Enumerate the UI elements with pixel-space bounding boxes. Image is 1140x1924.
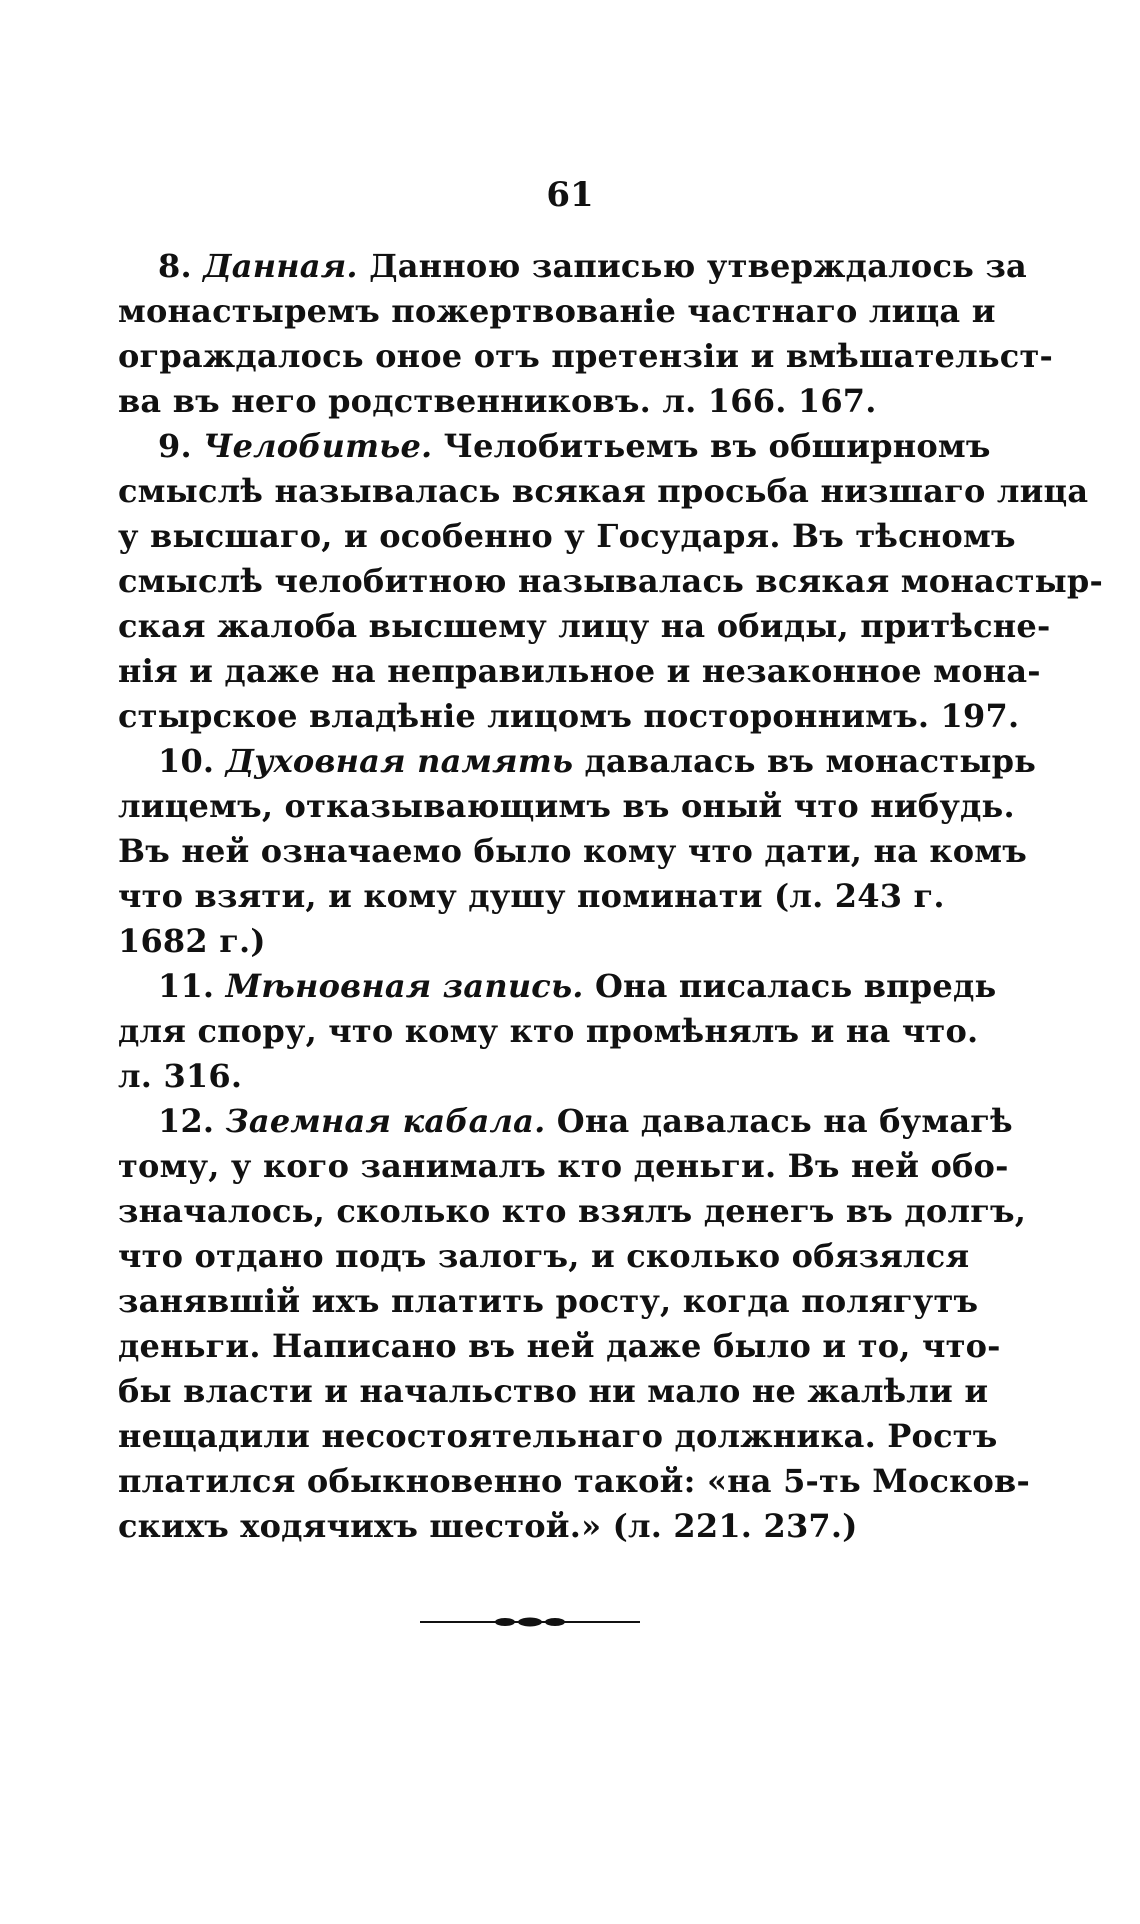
- text-segment: нія и даже на неправильное и незаконное мона-: [118, 652, 1041, 690]
- document-type-term: Духовная память: [225, 742, 574, 780]
- body-text: [118, 244, 1103, 1549]
- text-segment: смыслѣ челобитною называлась всякая монастыр-: [118, 562, 1103, 600]
- text-line: [118, 1369, 989, 1414]
- paragraph: [118, 739, 1037, 964]
- text-segment: лицемъ, отказывающимъ въ оный что нибудь.: [118, 787, 1015, 825]
- text-line: [118, 829, 1027, 874]
- text-line: [118, 289, 996, 334]
- document-type-term: Данная.: [203, 247, 358, 285]
- text-segment: скихъ ходячихъ шестой.» (л. 221. 237.): [118, 1507, 858, 1545]
- text-line: [118, 964, 997, 1009]
- document-type-term: Заемная кабала.: [225, 1102, 546, 1140]
- text-line: [118, 784, 1015, 829]
- text-line: [118, 874, 945, 919]
- text-segment: 1682 г.): [118, 922, 266, 960]
- document-type-term: Мѣновная запись.: [225, 967, 584, 1005]
- text-segment: ограждалось оное отъ претензіи и вмѣшательст-: [118, 337, 1053, 375]
- text-segment: деньги. Написано въ ней даже было и то, что-: [118, 1327, 1001, 1365]
- item-number: 12.: [158, 1102, 226, 1140]
- text-segment: стырское владѣніе лицомъ постороннимъ. 197.: [118, 697, 1020, 735]
- item-number: 9.: [158, 427, 204, 465]
- text-line: [118, 379, 928, 424]
- text-segment: занявшій ихъ платить росту, когда полягутъ: [118, 1282, 979, 1320]
- text-line: [118, 739, 1037, 784]
- text-segment: монастыремъ пожертвованіе частнаго лица и: [118, 292, 996, 330]
- paragraph: [118, 1099, 1030, 1549]
- text-line: [118, 1279, 979, 1324]
- text-line: [118, 244, 1027, 289]
- text-segment: значалось, сколько кто взялъ денегъ въ долгъ,: [118, 1192, 1027, 1230]
- paragraph: [118, 424, 1103, 739]
- text-segment: Въ ней означаемо было кому что дати, на комъ: [118, 832, 1027, 870]
- text-line: [118, 1459, 1030, 1504]
- text-segment: Челобитьемъ въ обширномъ: [432, 427, 991, 465]
- text-segment: тому, у кого занималъ кто деньги. Въ ней обо-: [118, 1147, 1009, 1185]
- item-number: 10.: [158, 742, 226, 780]
- text-segment: Она писалась впредь: [583, 967, 997, 1005]
- item-number: 11.: [158, 967, 226, 1005]
- document-type-term: Челобитье.: [203, 427, 433, 465]
- text-segment: для спору, что кому кто промѣнялъ и на что.: [118, 1012, 979, 1050]
- text-line: [118, 1324, 1001, 1369]
- text-line: [118, 334, 1053, 379]
- paragraph: [118, 964, 997, 1099]
- text-line: [118, 1009, 979, 1054]
- text-segment: л. 316.: [118, 1057, 243, 1095]
- text-line: [118, 649, 1041, 694]
- text-line: [118, 424, 991, 469]
- text-segment: давалась въ монастырь: [573, 742, 1037, 780]
- text-line: [118, 514, 1016, 559]
- text-line: [118, 1189, 1027, 1234]
- paragraph: [118, 244, 1053, 424]
- text-line: [118, 604, 1051, 649]
- text-line: [118, 559, 1103, 604]
- text-segment: бы власти и начальство ни мало не жалѣли и: [118, 1372, 989, 1410]
- page-number: 61: [546, 175, 594, 215]
- text-segment: что взяти, и кому душу поминати (л. 243 г.: [118, 877, 945, 915]
- text-line: [118, 694, 1020, 739]
- text-line: [118, 1414, 998, 1459]
- text-segment: платился обыкновенно такой: «на 5-ть Москов-: [118, 1462, 1030, 1500]
- text-segment: нещадили несостоятельнаго должника. Ростъ: [118, 1417, 998, 1455]
- text-line: [118, 1144, 1009, 1189]
- text-segment: смыслѣ называлась всякая просьба низшаго лица: [118, 472, 1089, 510]
- text-segment: Она давалась на бумагѣ: [545, 1102, 1013, 1140]
- ornamental-divider: [420, 1617, 640, 1627]
- text-segment: Данною записью утверждалось за: [357, 247, 1027, 285]
- text-line: [118, 1504, 928, 1549]
- text-line: [118, 1234, 970, 1279]
- text-segment: у высшаго, и особенно у Государя. Въ тѣсномъ: [118, 517, 1016, 555]
- text-line: [118, 919, 928, 964]
- text-segment: ская жалоба высшему лицу на обиды, притѣсне-: [118, 607, 1051, 645]
- text-segment: что отдано подъ залогъ, и сколько обязялся: [118, 1237, 970, 1275]
- text-line: [118, 1054, 928, 1099]
- text-line: [118, 469, 1089, 514]
- text-line: [118, 1099, 1013, 1144]
- text-segment: ва въ него родственниковъ. л. 166. 167.: [118, 382, 877, 420]
- item-number: 8.: [158, 247, 204, 285]
